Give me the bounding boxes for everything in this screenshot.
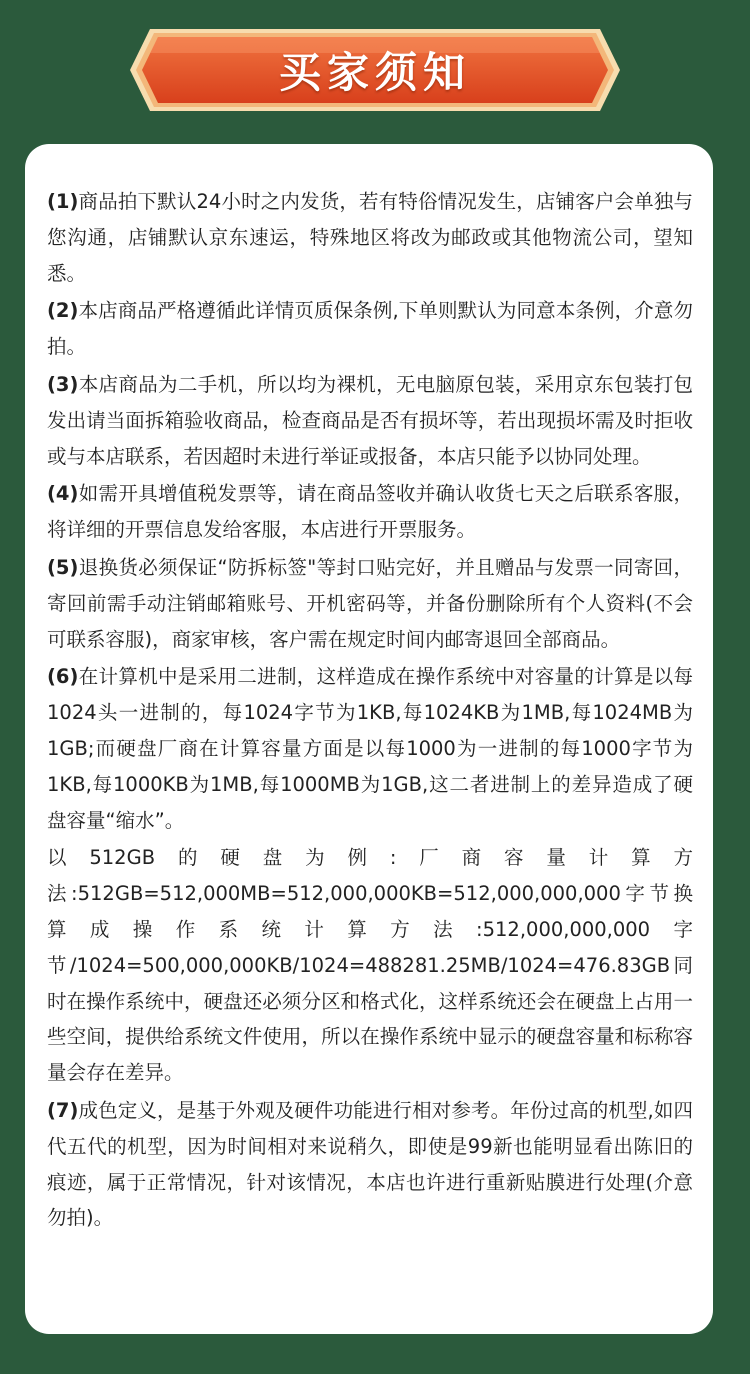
notice-text: 本店商品严格遵循此详情页质保条例,下单则默认为同意本条例，介意勿拍。: [47, 299, 693, 359]
notice-card: [25, 144, 713, 1334]
notice-text: 退换货必须保证“防拆标签"等封口贴完好，并且赠品与发票一同寄回，寄回前需手动注销邮箱账号、开机密码等，并备份删除所有个人资料(不会可联系容服)，商家审核，客户需在规定时间内邮寄退回全部商品。: [47, 555, 693, 651]
notice-item: [47, 184, 693, 291]
notice-number: (5): [47, 555, 79, 579]
notice-item: [47, 367, 693, 474]
notice-text: 以512GB的硬盘为例:厂商容量计算方法:512GB=512,000MB=512,000,000KB=512,000,000,000字节换算成操作系统计算方法:512,000,000,000字节/1024=500,000,000KB/1024=488281.25MB/1024=476.83GB同时在操作系统中，硬盘还必须分区和格式化，这样系统还会在硬盘上占用一些空间，提供给系统文件使用，所以在操作系统中显示的硬盘容量和标称容量会存在差异。: [47, 846, 693, 1085]
notice-text: 成色定义，是基于外观及硬件功能进行相对参考。年份过高的机型,如四代五代的机型，因为时间相对来说稍久，即使是99新也能明显看出陈旧的痕迹，属于正常情况，针对该情况，本店也许进行重新贴膜进行处理(介意勿拍)。: [47, 1098, 693, 1230]
notice-text: 在计算机中是采用二进制，这样造成在操作系统中对容量的计算是以每1024头一进制的，每1024字节为1KB,每1024KB为1MB,每1024MB为1GB;而硬盘厂商在计算容量方面是以每1000为一进制的每1000字节为1KB,每1000KB为1MB,每1000MB为1GB,这二者进制上的差异造成了硬盘容量“缩水”。: [47, 665, 693, 832]
notice-number: (3): [47, 372, 79, 396]
notice-text: 如需开具增值税发票等，请在商品签收并确认收货七天之后联系客服，将详细的开票信息发给客服，本店进行开票服务。: [47, 482, 693, 542]
notice-number: (6): [47, 665, 79, 689]
notice-item: [47, 293, 693, 365]
page-title: 买家须知: [278, 48, 471, 97]
notice-number: (1): [47, 190, 79, 213]
title-banner: [128, 25, 622, 115]
notice-item: [47, 550, 693, 657]
notice-text: 本店商品为二手机，所以均为裸机，无电脑原包装，采用京东包装打包发出请当面拆箱验收商品，检查商品是否有损坏等，若出现损坏需及时拒收或与本店联系，若因超时未进行举证或报备，本店只能予以协同处理。: [47, 372, 693, 468]
notice-item: [47, 659, 693, 838]
notice-number: (2): [47, 299, 79, 323]
notice-list: [47, 184, 693, 1238]
notice-number: (7): [47, 1098, 79, 1122]
notice-item: [47, 1093, 693, 1236]
notice-text: 商品拍下默认24小时之内发货，若有特俗情况发生，店铺客户会单独与您沟通，店铺默认京东速运，特殊地区将改为邮政或其他物流公司，望知悉。: [47, 190, 693, 285]
notice-item: [47, 476, 693, 548]
notice-number: (4): [47, 482, 79, 506]
notice-item-example: [47, 840, 693, 1091]
